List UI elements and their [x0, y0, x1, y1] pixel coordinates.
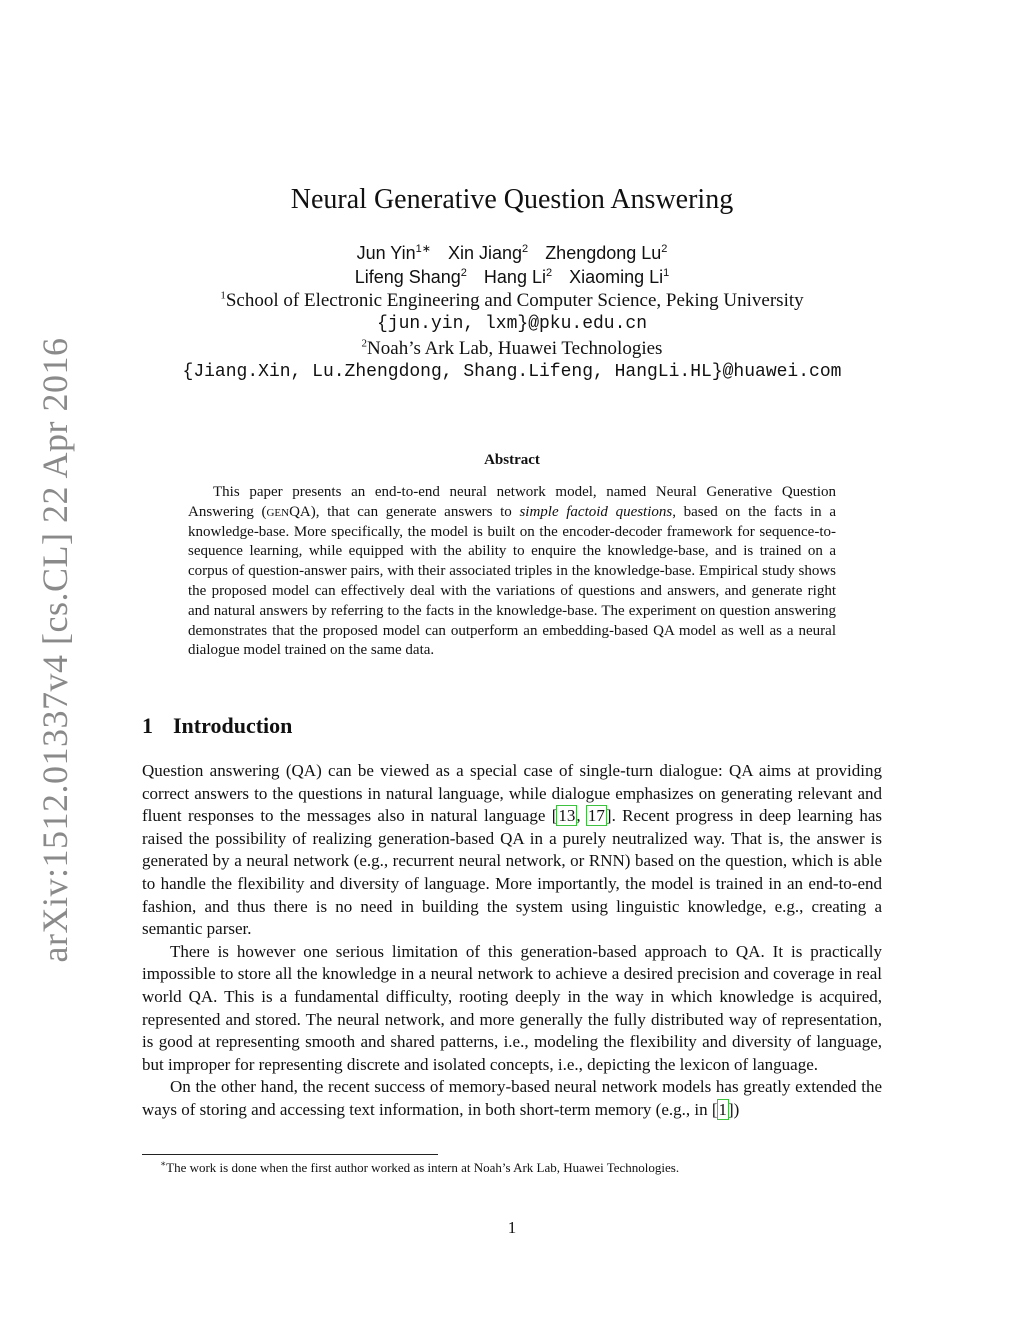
paragraph: Question answering (QA) can be viewed as a special case of single-turn dialogue: QA aims at providing correct answers to the questions in natural language, while dialogue emphasizes on generating relevant and fluent responses to the messages also in natural language [13, 17]. Recent progress in deep learning has raised the possibility of realizing generation-based QA in a purely neutralized way. That is, the answer is generated by a neural network (e.g., recurrent neural network, or RNN) based on the question, which is able to handle the flexibility and diversity of language. More importantly, the model is trained in an end-to-end fashion, and thus there is no need in building the system using linguistic knowledge, e.g., creating a semantic parser. [142, 761, 883, 939]
page-number: 1 [507, 1218, 517, 1237]
section-title: Introduction [173, 713, 293, 738]
author: Xin Jiang$^2$ [447, 243, 529, 263]
paragraph: On the other hand, the recent success of memory-based neural network models has greatly extended the ways of storing and accessing text information, in both short-term memory (e.g., in [1]) [142, 1077, 882, 1119]
author: Jun Yin$^{1∗}$ [356, 243, 431, 263]
affiliation-1-email: {jun.yin, lxm}@pku.edu.cn [376, 314, 648, 334]
affiliation-2: $^2$Noah’s Ark Lab, Huawei Technologies [361, 337, 663, 359]
abstract-body: This paper presents an end-to-end neural network model, named Neural Generative Question Answering (genQA), that can generate answers to simple factoid questions, based on the facts in a knowledge-base. More specifically, the model is built on the encoder-decoder framework for sequence-to-sequence learning, while equipped with the ability to enquire the knowledge-base, and is trained on a corpus of question-answer pairs, with their associated triples in the knowledge-base. Empirical study shows the proposed model can effectively deal with the variations of questions and answers, and generate right and natural answers by referring to the facts in the knowledge-base. The experiment on question answering demonstrates that the proposed model can outperform an embedding-based QA model as well as a neural dialogue model trained on the same data. [188, 484, 836, 659]
paragraph: There is however one serious limitation of this generation-based approach to QA. It is practically impossible to store all the knowledge in a neural network to achieve a desired precision and coverage in real world QA. This is a fundamental difficulty, rooting deeply in the way in which knowledge is acquired, represented and stored. The neural network, and more generally the fully distributed way of representation, is good at representing smooth and shared patterns, i.e., modeling the flexibility and diversity of language, but improper for representing discrete and isolated concepts, i.e., depicting the lexicon of language. [142, 941, 882, 1074]
affiliation-1: $^1$School of Electronic Engineering and Computer Science, Peking University [220, 289, 804, 311]
arxiv-identifier-stamp: arXiv:1512.01337v4 [cs.CL] 22 Apr 2016 [35, 337, 75, 963]
author: Xiaoming Li$^1$ [569, 267, 670, 287]
footnote-divider [142, 1154, 438, 1155]
author-line-1 [0, 241, 1024, 265]
introduction-body [142, 760, 882, 1122]
citation-link[interactable]: 13 [558, 806, 576, 826]
author-block [0, 241, 1024, 385]
citation-link[interactable]: 1 [718, 1099, 728, 1119]
section-heading [142, 712, 292, 740]
author-line-2 [0, 265, 1024, 289]
abstract-heading: Abstract [484, 452, 540, 468]
affiliation-2-email: {Jiang.Xin, Lu.Zhengdong, Shang.Lifeng, HangLi.HL}@huawei.com [182, 362, 842, 382]
section-number: 1 [142, 713, 153, 738]
citation-link[interactable]: 17 [587, 806, 605, 826]
author: Hang Li$^2$ [483, 267, 553, 287]
footnote: ∗The work is done when the first author worked as intern at Noah’s Ark Lab, Huawei Technologies. [160, 1158, 680, 1175]
author: Zhengdong Lu$^2$ [545, 243, 668, 263]
paper-title: Neural Generative Question Answering [290, 184, 734, 215]
author: Lifeng Shang$^2$ [354, 267, 467, 287]
